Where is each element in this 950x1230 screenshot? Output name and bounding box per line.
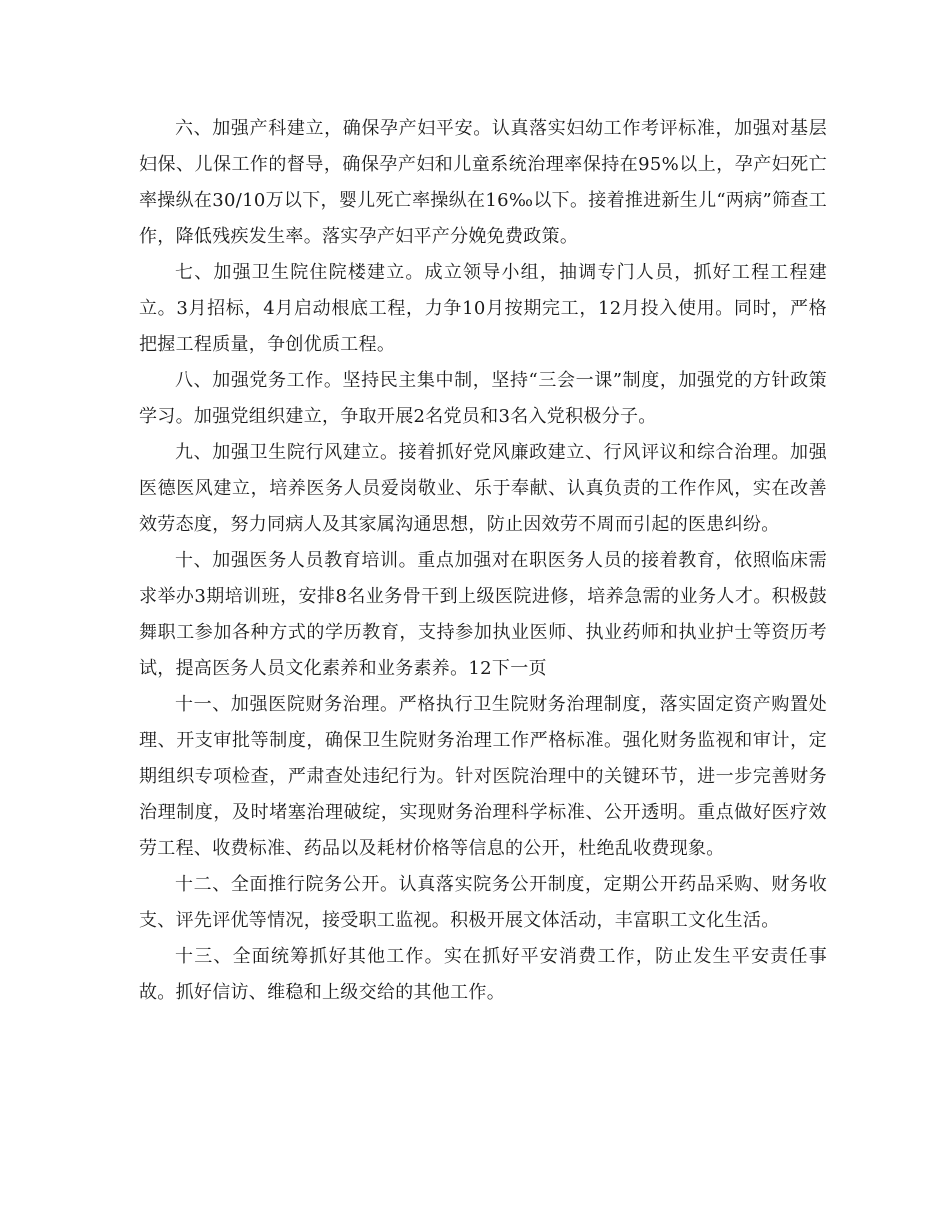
- paragraph-eleven-finance: 十一、加强医院财务治理。严格执行卫生院财务治理制度，落实固定资产购置处理、开支审批等制度，确保卫生院财务治理工作严格标准。强化财务监视和审计，定期组织专项检查，严肃查处违纪行为。针对医院治理中的关键环节，进一步完善财务治理制度，及时堵塞治理破绽，实现财务治理科学标准、公开透明。重点做好医疗效劳工程、收费标准、药品以及耗材价格等信息的公开，杜绝乱收费现象。: [139, 694, 827, 859]
- paragraph-nine-conduct: 九、加强卫生院行风建立。接着抓好党风廉政建立、行风评议和综合治理。加强医德医风建立，培养医务人员爱岗敬业、乐于奉献、认真负责的工作作风，实在改善效劳态度，努力同病人及其家属沟通思想，防止因效劳不周而引起的医患纠纷。: [139, 442, 827, 535]
- paragraph-thirteen-other-work: 十三、全面统筹抓好其他工作。实在抓好平安消费工作，防止发生平安责任事故。抓好信访、维稳和上级交给的其他工作。: [139, 946, 827, 1003]
- paragraph-ten-training: 十、加强医务人员教育培训。重点加强对在职医务人员的接着教育，依照临床需求举办3期培训班，安排8名业务骨干到上级医院进修，培养急需的业务人才。积极鼓舞职工参加各种方式的学历教育，支持参加执业医师、执业药师和执业护士等资历考试，提高医务人员文化素养和业务素养。12下一页: [139, 550, 827, 679]
- document-body: [139, 111, 827, 1011]
- paragraph-eight-party-affairs: 八、加强党务工作。坚持民主集中制，坚持“三会一课”制度，加强党的方针政策学习。加强党组织建立，争取开展2名党员和3名入党积极分子。: [139, 370, 827, 427]
- paragraph-twelve-transparency: 十二、全面推行院务公开。认真落实院务公开制度，定期公开药品采购、财务收支、评先评优等情况，接受职工监视。积极开展文体活动，丰富职工文化生活。: [139, 874, 827, 931]
- paragraph-seven-inpatient-building: 七、加强卫生院住院楼建立。成立领导小组，抽调专门人员，抓好工程工程建立。3月招标，4月启动根底工程，力争10月按期完工，12月投入使用。同时，严格把握工程质量，争创优质工程。: [139, 262, 827, 355]
- paragraph-six-obstetrics: 六、加强产科建立，确保孕产妇平安。认真落实妇幼工作考评标准，加强对基层妇保、儿保工作的督导，确保孕产妇和儿童系统治理率保持在95%以上，孕产妇死亡率操纵在30/10万以下，婴儿死亡率操纵在16‰以下。接着推进新生儿“两病”筛查工作，降低残疾发生率。落实孕产妇平产分娩免费政策。: [139, 118, 827, 247]
